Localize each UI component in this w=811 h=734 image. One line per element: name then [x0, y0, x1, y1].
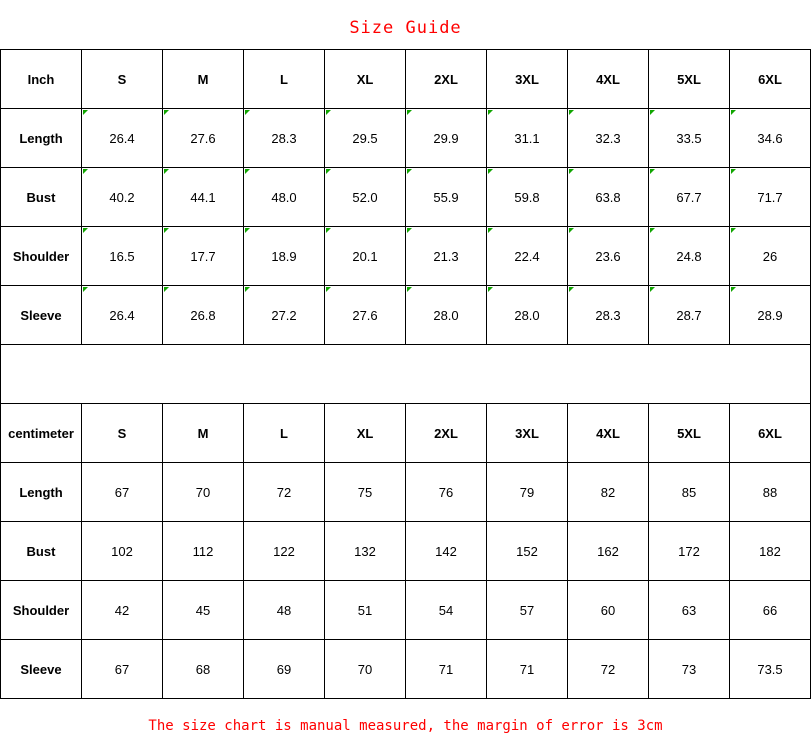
cell-cm-length-xl: 75 — [325, 463, 406, 522]
cell-cm-sleeve-3xl: 71 — [487, 640, 568, 699]
cell-inch-sleeve-2xl: 28.0 — [406, 286, 487, 345]
cell-inch-bust-3xl: 59.8 — [487, 168, 568, 227]
cell-inch-shoulder-6xl: 26 — [730, 227, 811, 286]
cell-cm-bust-5xl: 172 — [649, 522, 730, 581]
cell-cm-length-m: 70 — [163, 463, 244, 522]
page-title: Size Guide — [349, 18, 462, 38]
cell-cm-bust-3xl: 152 — [487, 522, 568, 581]
footer-note: The size chart is manual measured, the margin of error is 3cm — [148, 718, 663, 734]
cell-cm-shoulder-2xl: 54 — [406, 581, 487, 640]
cell-inch-sleeve-s: 26.4 — [82, 286, 163, 345]
cell-inch-shoulder-l: 18.9 — [244, 227, 325, 286]
table-row — [1, 581, 811, 640]
cell-cm-bust-4xl: 162 — [568, 522, 649, 581]
row-label-cm-sleeve: Sleeve — [1, 640, 82, 699]
cell-inch-length-2xl: 29.9 — [406, 109, 487, 168]
cell-inch-shoulder-4xl: 23.6 — [568, 227, 649, 286]
cell-cm-shoulder-5xl: 63 — [649, 581, 730, 640]
column-header-cm-3xl: 3XL — [487, 404, 568, 463]
cell-cm-bust-6xl: 182 — [730, 522, 811, 581]
cell-inch-shoulder-xl: 20.1 — [325, 227, 406, 286]
column-header-cm-5xl: 5XL — [649, 404, 730, 463]
cell-cm-length-6xl: 88 — [730, 463, 811, 522]
cell-cm-shoulder-m: 45 — [163, 581, 244, 640]
cell-inch-sleeve-6xl: 28.9 — [730, 286, 811, 345]
inch-size-table — [0, 49, 811, 699]
column-header-cm-xl: XL — [325, 404, 406, 463]
cell-inch-sleeve-xl: 27.6 — [325, 286, 406, 345]
column-header-cm-4xl: 4XL — [568, 404, 649, 463]
cell-cm-shoulder-4xl: 60 — [568, 581, 649, 640]
inch-table-wrapper — [0, 49, 811, 699]
cell-cm-length-s: 67 — [82, 463, 163, 522]
row-label-cm-bust: Bust — [1, 522, 82, 581]
cell-cm-bust-2xl: 142 — [406, 522, 487, 581]
cell-cm-shoulder-6xl: 66 — [730, 581, 811, 640]
cell-cm-shoulder-xl: 51 — [325, 581, 406, 640]
row-label-length: Length — [1, 109, 82, 168]
column-header-s: S — [82, 50, 163, 109]
cell-inch-sleeve-3xl: 28.0 — [487, 286, 568, 345]
cell-cm-sleeve-s: 67 — [82, 640, 163, 699]
cell-inch-bust-l: 48.0 — [244, 168, 325, 227]
cell-inch-length-3xl: 31.1 — [487, 109, 568, 168]
cell-inch-bust-4xl: 63.8 — [568, 168, 649, 227]
cell-cm-sleeve-4xl: 72 — [568, 640, 649, 699]
column-header-l: L — [244, 50, 325, 109]
column-header-m: M — [163, 50, 244, 109]
cell-cm-length-4xl: 82 — [568, 463, 649, 522]
cell-inch-sleeve-l: 27.2 — [244, 286, 325, 345]
cell-inch-length-5xl: 33.5 — [649, 109, 730, 168]
row-label-shoulder: Shoulder — [1, 227, 82, 286]
cell-inch-bust-5xl: 67.7 — [649, 168, 730, 227]
column-header-cm-6xl: 6XL — [730, 404, 811, 463]
cell-inch-length-4xl: 32.3 — [568, 109, 649, 168]
cell-cm-shoulder-l: 48 — [244, 581, 325, 640]
cell-inch-length-s: 26.4 — [82, 109, 163, 168]
row-label-cm-shoulder: Shoulder — [1, 581, 82, 640]
cell-inch-bust-s: 40.2 — [82, 168, 163, 227]
row-label-bust: Bust — [1, 168, 82, 227]
cell-inch-length-m: 27.6 — [163, 109, 244, 168]
table-row — [1, 227, 811, 286]
cell-cm-sleeve-2xl: 71 — [406, 640, 487, 699]
cell-inch-bust-6xl: 71.7 — [730, 168, 811, 227]
cell-cm-length-5xl: 85 — [649, 463, 730, 522]
table-row — [1, 168, 811, 227]
cell-inch-shoulder-s: 16.5 — [82, 227, 163, 286]
cell-inch-length-6xl: 34.6 — [730, 109, 811, 168]
cell-inch-shoulder-3xl: 22.4 — [487, 227, 568, 286]
cell-cm-bust-m: 112 — [163, 522, 244, 581]
table-header-row — [1, 404, 811, 463]
column-header-xl: XL — [325, 50, 406, 109]
cell-cm-length-3xl: 79 — [487, 463, 568, 522]
cell-inch-shoulder-m: 17.7 — [163, 227, 244, 286]
cell-inch-shoulder-2xl: 21.3 — [406, 227, 487, 286]
table-row — [1, 286, 811, 345]
row-label-cm-length: Length — [1, 463, 82, 522]
cell-inch-sleeve-m: 26.8 — [163, 286, 244, 345]
column-header-6xl: 6XL — [730, 50, 811, 109]
table-spacer-row — [1, 345, 811, 404]
table-row — [1, 522, 811, 581]
column-header-5xl: 5XL — [649, 50, 730, 109]
cell-cm-length-l: 72 — [244, 463, 325, 522]
cell-cm-sleeve-6xl: 73.5 — [730, 640, 811, 699]
cell-inch-length-l: 28.3 — [244, 109, 325, 168]
cell-inch-sleeve-5xl: 28.7 — [649, 286, 730, 345]
cell-inch-bust-m: 44.1 — [163, 168, 244, 227]
cell-cm-sleeve-m: 68 — [163, 640, 244, 699]
cell-inch-bust-2xl: 55.9 — [406, 168, 487, 227]
table-row — [1, 640, 811, 699]
column-header-4xl: 4XL — [568, 50, 649, 109]
cell-inch-shoulder-5xl: 24.8 — [649, 227, 730, 286]
cell-cm-bust-xl: 132 — [325, 522, 406, 581]
cell-cm-bust-s: 102 — [82, 522, 163, 581]
cell-cm-sleeve-5xl: 73 — [649, 640, 730, 699]
cell-cm-length-2xl: 76 — [406, 463, 487, 522]
column-header-cm-m: M — [163, 404, 244, 463]
column-header-cm-s: S — [82, 404, 163, 463]
unit-label-centimeter: centimeter — [1, 404, 82, 463]
row-label-sleeve: Sleeve — [1, 286, 82, 345]
cell-inch-length-xl: 29.5 — [325, 109, 406, 168]
cell-cm-sleeve-xl: 70 — [325, 640, 406, 699]
cell-cm-shoulder-3xl: 57 — [487, 581, 568, 640]
table-spacer-cell — [1, 345, 811, 404]
table-row — [1, 463, 811, 522]
column-header-2xl: 2XL — [406, 50, 487, 109]
column-header-cm-2xl: 2XL — [406, 404, 487, 463]
cell-cm-sleeve-l: 69 — [244, 640, 325, 699]
cell-inch-bust-xl: 52.0 — [325, 168, 406, 227]
table-header-row — [1, 50, 811, 109]
cell-cm-shoulder-s: 42 — [82, 581, 163, 640]
cell-inch-sleeve-4xl: 28.3 — [568, 286, 649, 345]
cell-cm-bust-l: 122 — [244, 522, 325, 581]
table-row — [1, 109, 811, 168]
unit-label-inch: Inch — [1, 50, 82, 109]
column-header-cm-l: L — [244, 404, 325, 463]
column-header-3xl: 3XL — [487, 50, 568, 109]
